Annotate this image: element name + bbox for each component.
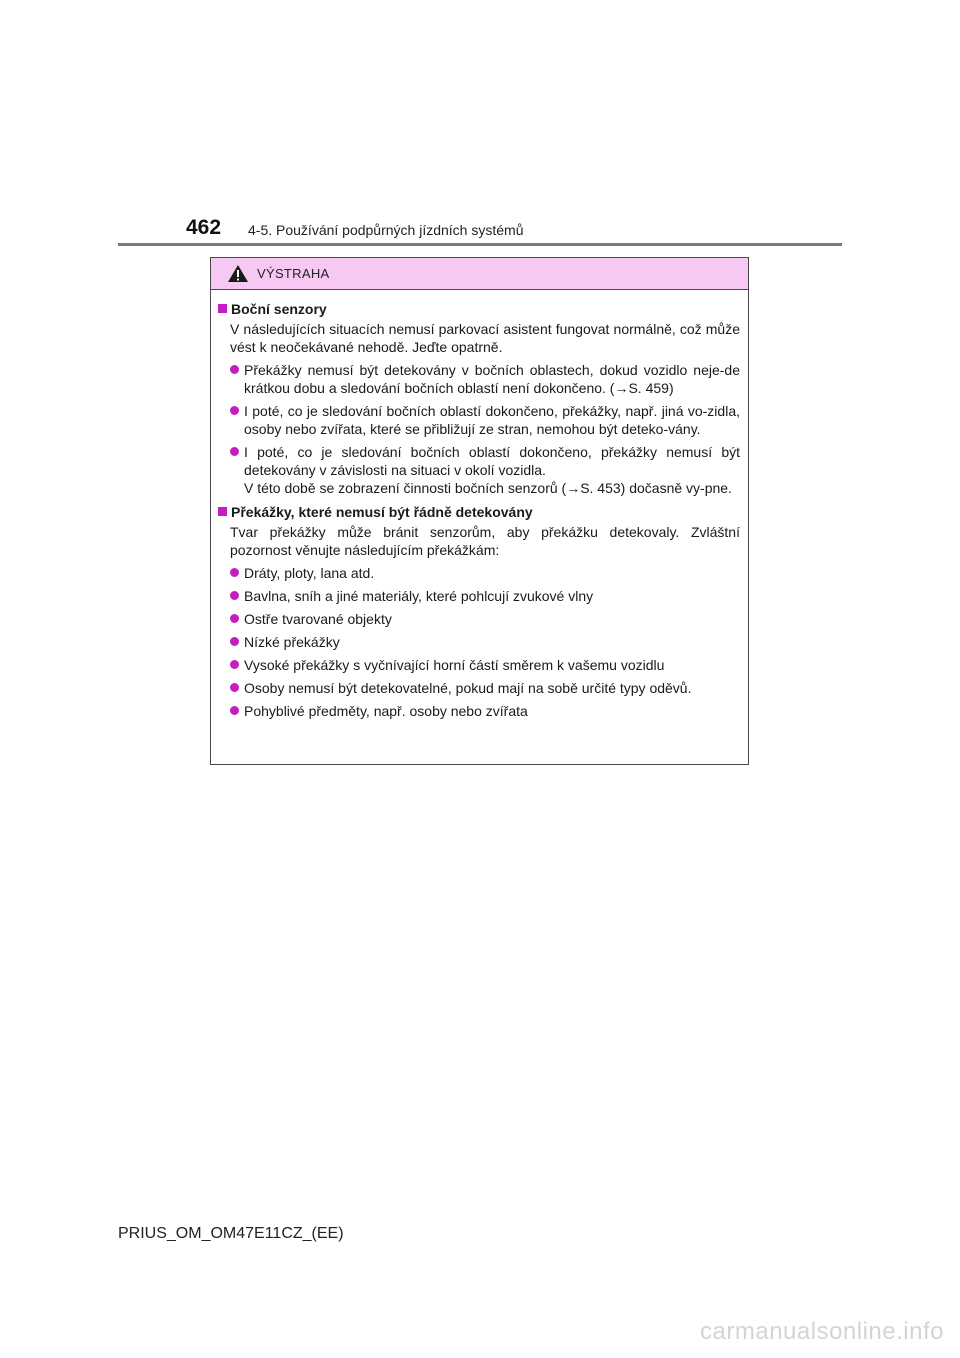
warning-body [211,290,748,720]
round-bullet-icon [230,614,239,623]
list-item [230,564,740,582]
list-item [230,443,740,497]
list-item-text-group [244,443,740,497]
list-item-text: Vysoké překážky s vyčnívající horní částí směrem k vašemu vozidlu [244,657,665,673]
round-bullet-icon [230,706,239,715]
list-item-text: Pohyblivé předměty, např. osoby nebo zvířata [244,703,528,719]
square-bullet-icon [218,304,227,313]
section-heading-text: Boční senzory [231,301,327,317]
warning-title: VÝSTRAHA [257,266,330,281]
square-bullet-icon [218,507,227,516]
round-bullet-icon [230,683,239,692]
list-item-text: V této době se zobrazení činnosti bočních senzorů (→S. 453) dočasně vy-pne. [244,480,732,496]
round-bullet-icon [230,637,239,646]
list-item-text: Bavlna, sníh a jiné materiály, které pohlcují zvukové vlny [244,588,594,604]
list-item-text: Překážky nemusí být detekovány v bočních oblastech, dokud vozidlo neje-de krátkou dobu a sledování bočních oblastí není dokončeno. (→S. 459) [244,362,740,396]
section-side-sensors [218,300,740,497]
chapter-title: 4-5. Používání podpůrných jízdních systémů [248,222,524,238]
page-number: 462 [186,216,222,239]
list-item [230,361,740,397]
document-code: PRIUS_OM_OM47E11CZ_(EE) [118,1225,344,1242]
list-item-text: I poté, co je sledování bočních oblastí dokončeno, překážky nemusí být detekovány v závislosti na situaci v okolí vozidla. [244,444,740,478]
header-divider [118,243,842,246]
list-item [230,679,740,697]
list-item [230,656,740,674]
section-heading [218,503,740,521]
round-bullet-icon [230,406,239,415]
warning-triangle-icon [227,264,249,283]
list-item-text: I poté, co je sledování bočních oblastí dokončeno, překážky, např. jiná vo-zidla, osoby nebo zvířata, které se přibližují ze stran, nemohou být deteko-vány. [244,403,740,437]
list-item [230,633,740,651]
round-bullet-icon [230,447,239,456]
section-heading-text: Překážky, které nemusí být řádně detekovány [231,504,533,520]
warning-header [211,258,748,290]
round-bullet-icon [230,568,239,577]
round-bullet-icon [230,591,239,600]
section-text: Tvar překážky může bránit senzorům, aby překážku detekovaly. Zvláštní pozornost věnujte následujícím překážkám: [230,524,740,558]
list-item-text: Ostře tvarované objekty [244,611,392,627]
section-text: V následujících situacích nemusí parkovací asistent fungovat normálně, což může vést k neočekávané nehodě. Jeďte opatrně. [230,321,740,355]
list-item [230,610,740,628]
section-undetected-obstacles [218,503,740,720]
list-item [230,702,740,720]
list-item-text: Dráty, ploty, lana atd. [244,565,375,581]
list-item [230,402,740,438]
list-item-text: Osoby nemusí být detekovatelné, pokud mají na sobě určité typy oděvů. [244,680,692,696]
round-bullet-icon [230,365,239,374]
section-heading [218,300,740,318]
warning-box [210,257,749,765]
watermark: carmanualsonline.info [700,1318,944,1345]
round-bullet-icon [230,660,239,669]
list-item-text: Nízké překážky [244,634,340,650]
list-item [230,587,740,605]
